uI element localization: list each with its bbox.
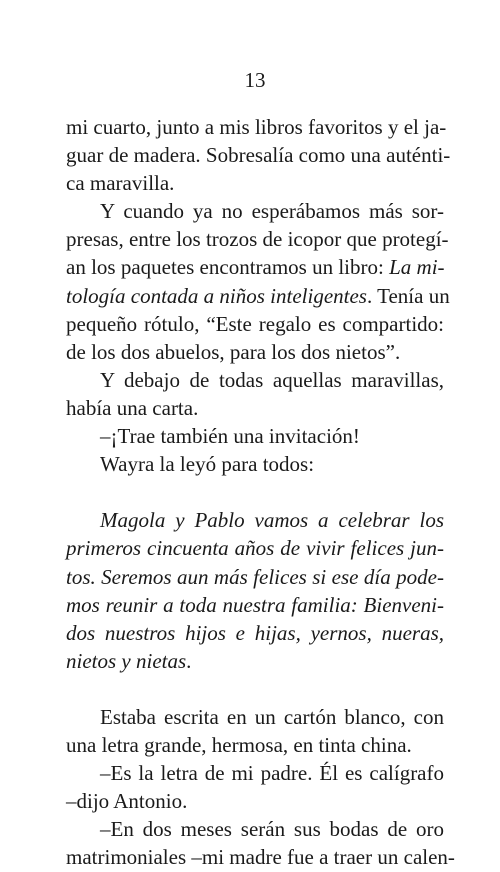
invitation-line: primeros cincuenta años de vivir felices jun-	[66, 536, 444, 561]
text-line: una letra grande, hermosa, en tinta china.	[66, 733, 412, 758]
text-line: –dijo Antonio.	[66, 789, 188, 814]
text-line: presas, entre los trozos de icopor que protegí-	[66, 227, 449, 252]
text-line: mi cuarto, junto a mis libros favoritos y el ja-	[66, 115, 447, 139]
text-line: ca maravilla.	[66, 171, 175, 196]
text-line: Y debajo de todas aquellas maravillas,	[100, 367, 444, 392]
text-line: Wayra la leyó para todos:	[100, 452, 315, 477]
paragraph-gap	[66, 478, 444, 506]
invitation-line: nietos y nietas.	[66, 648, 192, 673]
text-line: guar de madera. Sobresalía como una auténti-	[66, 143, 451, 168]
invitation-line: mos reunir a toda nuestra familia: Bienveni-	[66, 592, 444, 617]
invitation-line: Magola y Pablo vamos a celebrar los	[100, 508, 444, 533]
page-body	[66, 113, 455, 872]
book-title: tología contada a niños inteligentes	[66, 283, 367, 308]
text-line: Estaba escrita en un cartón blanco, con	[100, 704, 444, 729]
invitation-line: tos. Seremos aun más felices si ese día pode-	[66, 564, 444, 589]
text-line: pequeño rótulo, “Este regalo es compartido:	[66, 311, 444, 336]
dialogue-line: –En dos meses serán sus bodas de oro	[100, 817, 444, 842]
text-line: Y cuando ya no esperábamos más sor-	[100, 199, 444, 224]
text-line: de los dos abuelos, para los dos nietos”.	[66, 339, 401, 364]
text-line: matrimoniales –mi madre fue a traer un calen-	[66, 845, 455, 870]
page-number: 13	[244, 68, 266, 92]
paragraph-gap	[66, 675, 444, 703]
dialogue-line: –Es la letra de mi padre. Él es calígrafo	[100, 761, 444, 786]
dialogue-line: –¡Trae también una invitación!	[100, 424, 360, 449]
invitation-line: dos nuestros hijos e hijas, yernos, nueras,	[66, 620, 444, 645]
text-line: an los paquetes encontramos un libro: La mi-	[66, 255, 445, 280]
book-title: La mi-	[389, 255, 445, 280]
text-line: tología contada a niños inteligentes. Tenía un	[66, 283, 450, 308]
text-line: había una carta.	[66, 395, 199, 420]
